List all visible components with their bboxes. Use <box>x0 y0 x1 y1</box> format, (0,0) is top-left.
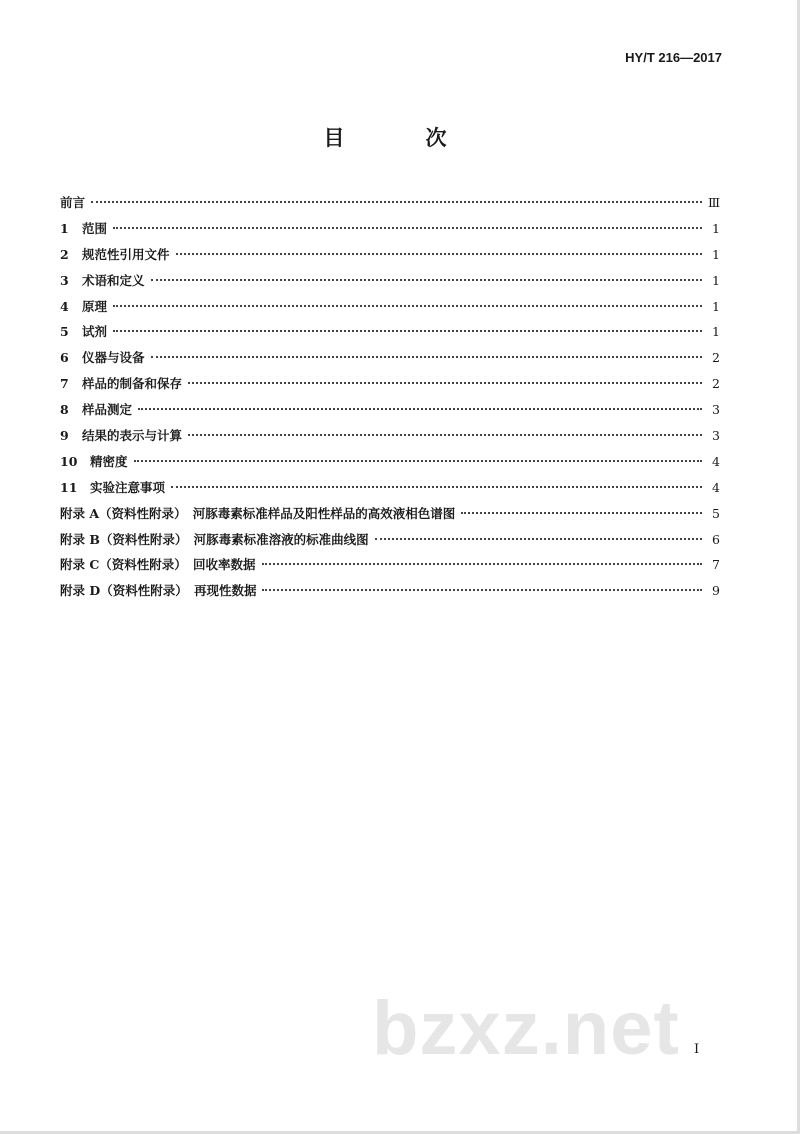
toc-entry[interactable] <box>60 271 720 297</box>
toc-entry[interactable] <box>60 555 720 581</box>
toc-entry[interactable] <box>60 374 720 400</box>
dot-leader <box>151 279 702 281</box>
toc-entry-number: 10 <box>60 453 78 469</box>
toc-entry-number: 11 <box>60 479 78 495</box>
toc-entry-page: 4 <box>712 453 720 469</box>
toc-entry-page: Ⅲ <box>707 195 720 210</box>
dot-leader <box>262 563 702 565</box>
toc-entry-label: 仪器与设备 <box>82 350 145 366</box>
toc-entry[interactable] <box>60 581 720 607</box>
toc-entry-number: 6 <box>60 350 69 366</box>
toc-entry-page: 1 <box>712 220 720 236</box>
toc-entry-label: 范围 <box>82 220 108 236</box>
toc-entry-number: 7 <box>60 376 69 392</box>
dot-leader <box>91 201 702 203</box>
toc-entry-page: 6 <box>712 531 720 547</box>
toc-entry-number: 2 <box>60 246 69 262</box>
dot-leader <box>113 305 702 307</box>
dot-leader <box>134 460 702 462</box>
watermark: bzxz.net <box>372 986 680 1071</box>
toc-entry[interactable] <box>60 245 720 271</box>
dot-leader <box>113 330 702 332</box>
toc-entry-label: 样品测定 <box>82 402 133 418</box>
toc-entry-label: 附录 D（资料性附录） 再现性数据 <box>60 583 257 599</box>
toc-entry-number: 9 <box>60 428 69 444</box>
toc-entry-page: 1 <box>712 324 720 340</box>
toc-entry-page: 4 <box>712 479 720 495</box>
dot-leader <box>262 589 702 591</box>
toc-entry-page: 5 <box>712 505 720 521</box>
toc-entry[interactable] <box>60 478 720 504</box>
toc-entry[interactable] <box>60 219 720 245</box>
toc-entry-page: 7 <box>712 557 720 573</box>
page-title: 目 次 <box>323 125 477 150</box>
toc-entry[interactable] <box>60 193 720 219</box>
standard-code: HY/T 216—2017 <box>625 50 722 65</box>
toc-entry-label: 样品的制备和保存 <box>82 376 183 392</box>
toc-entry-number: 4 <box>60 298 69 314</box>
toc-entry[interactable] <box>60 452 720 478</box>
toc-entry[interactable] <box>60 297 720 323</box>
toc-entry-page: 2 <box>712 376 720 392</box>
dot-leader <box>188 382 702 384</box>
toc-entry-label: 结果的表示与计算 <box>82 428 183 444</box>
dot-leader <box>176 253 702 255</box>
toc-entry[interactable] <box>60 530 720 556</box>
dot-leader <box>188 434 702 436</box>
toc-entry-page: 1 <box>712 246 720 262</box>
table-of-contents <box>60 193 720 607</box>
toc-entry-label: 试剂 <box>82 324 108 340</box>
dot-leader <box>113 227 702 229</box>
toc-entry-label: 附录 B（资料性附录） 河豚毒素标准溶液的标准曲线图 <box>60 531 369 547</box>
toc-entry-number: 3 <box>60 272 69 288</box>
toc-entry[interactable] <box>60 348 720 374</box>
toc-entry-page: 3 <box>712 428 720 444</box>
toc-entry-number: 8 <box>60 402 69 418</box>
toc-entry-label: 附录 A（资料性附录） 河豚毒素标准样品及阳性样品的高效液相色谱图 <box>60 505 456 521</box>
dot-leader <box>375 538 702 540</box>
toc-entry-number: 1 <box>60 220 69 236</box>
toc-entry-page: 1 <box>712 298 720 314</box>
dot-leader <box>151 356 702 358</box>
toc-entry-label: 原理 <box>82 298 108 314</box>
dot-leader <box>461 512 702 514</box>
dot-leader <box>171 486 702 488</box>
toc-entry[interactable] <box>60 322 720 348</box>
toc-entry-page: 9 <box>712 583 720 599</box>
dot-leader <box>138 408 702 410</box>
toc-entry-label: 精密度 <box>90 453 128 469</box>
toc-entry[interactable] <box>60 504 720 530</box>
page-number: I <box>694 1042 700 1057</box>
toc-entry-label: 前言 <box>60 195 86 210</box>
toc-entry-page: 3 <box>712 402 720 418</box>
toc-entry[interactable] <box>60 400 720 426</box>
toc-entry-page: 2 <box>712 350 720 366</box>
toc-entry-number: 5 <box>60 324 69 340</box>
toc-entry-label: 术语和定义 <box>82 272 145 288</box>
toc-entry-page: 1 <box>712 272 720 288</box>
toc-entry[interactable] <box>60 426 720 452</box>
toc-entry-label: 规范性引用文件 <box>82 246 170 262</box>
toc-entry-label: 附录 C（资料性附录） 回收率数据 <box>60 557 256 573</box>
toc-entry-label: 实验注意事项 <box>90 479 166 495</box>
